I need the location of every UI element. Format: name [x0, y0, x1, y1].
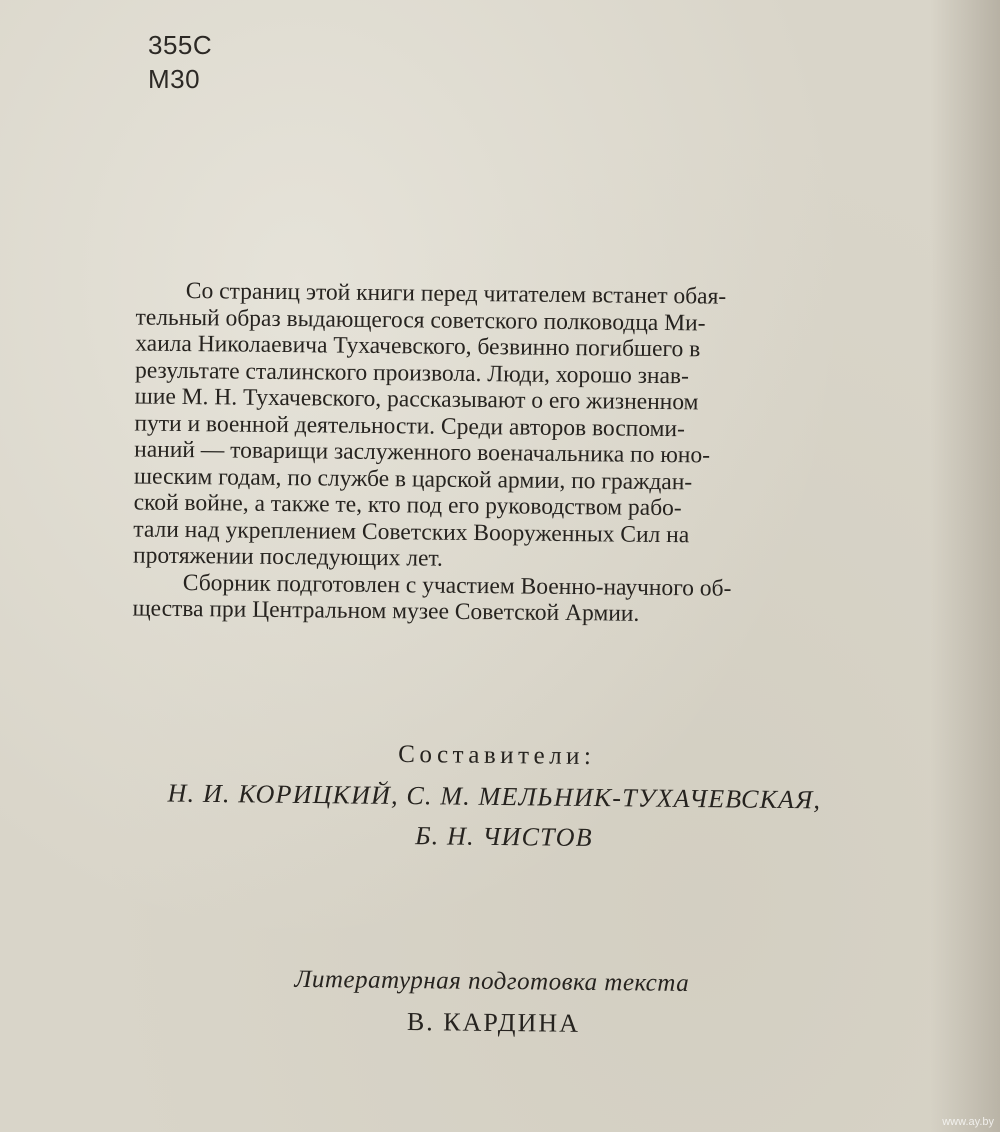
annotation-line: результате сталинского произвола. Люди, хорошо знав- [134, 356, 690, 389]
site-watermark: www.ay.by [942, 1116, 994, 1128]
annotation-paragraph [132, 278, 862, 630]
annotation-line: ской войне, а также те, кто под его руководством рабо- [133, 489, 682, 522]
annotation-line: шие М. Н. Тухачевского, рассказывают о его жизненном [134, 383, 699, 416]
classification-code-author-mark: М30 [148, 64, 201, 94]
annotation-line: шеским годам, по службе в царской армии, по граждан- [133, 462, 693, 495]
annotation-line: тали над укреплением Советских Вооруженных Сил на [133, 515, 690, 548]
classification-codes [148, 28, 212, 96]
annotation-line: хаила Николаевича Тухачевского, безвинно погибшего в [135, 330, 701, 363]
literary-editing-block [0, 963, 1000, 1043]
annotation-line: наний — товарищи заслуженного военачальника по юно- [134, 436, 711, 469]
compilers-names-line-1: Н. И. КОРИЦКИЙ, С. М. МЕЛЬНИК-ТУХАЧЕВСКАЯ, [167, 778, 822, 815]
annotation-line: протяжении последующих лет. [132, 542, 443, 572]
annotation-line: тельный образ выдающегося советского полководца Ми- [135, 303, 706, 336]
compilers-label: Составители: [398, 740, 596, 770]
annotation-line: Сборник подготовлен с участием Военно-научного об- [182, 569, 732, 602]
annotation-line: пути и военной деятельности. Среди авторов воспоми- [134, 409, 686, 442]
literary-editing-label: Литературная подготовка текста [294, 965, 690, 997]
annotation-line: щества при Центральном музее Советской Армии. [132, 595, 640, 627]
compilers-names-line-2: Б. Н. ЧИСТОВ [415, 821, 593, 852]
literary-editor-name: В. КАРДИНА [406, 1007, 581, 1038]
classification-code-udc: 355С [148, 30, 213, 60]
compilers-block [0, 737, 1000, 857]
annotation-line: Со страниц этой книги перед читателем встанет обая- [185, 278, 727, 310]
